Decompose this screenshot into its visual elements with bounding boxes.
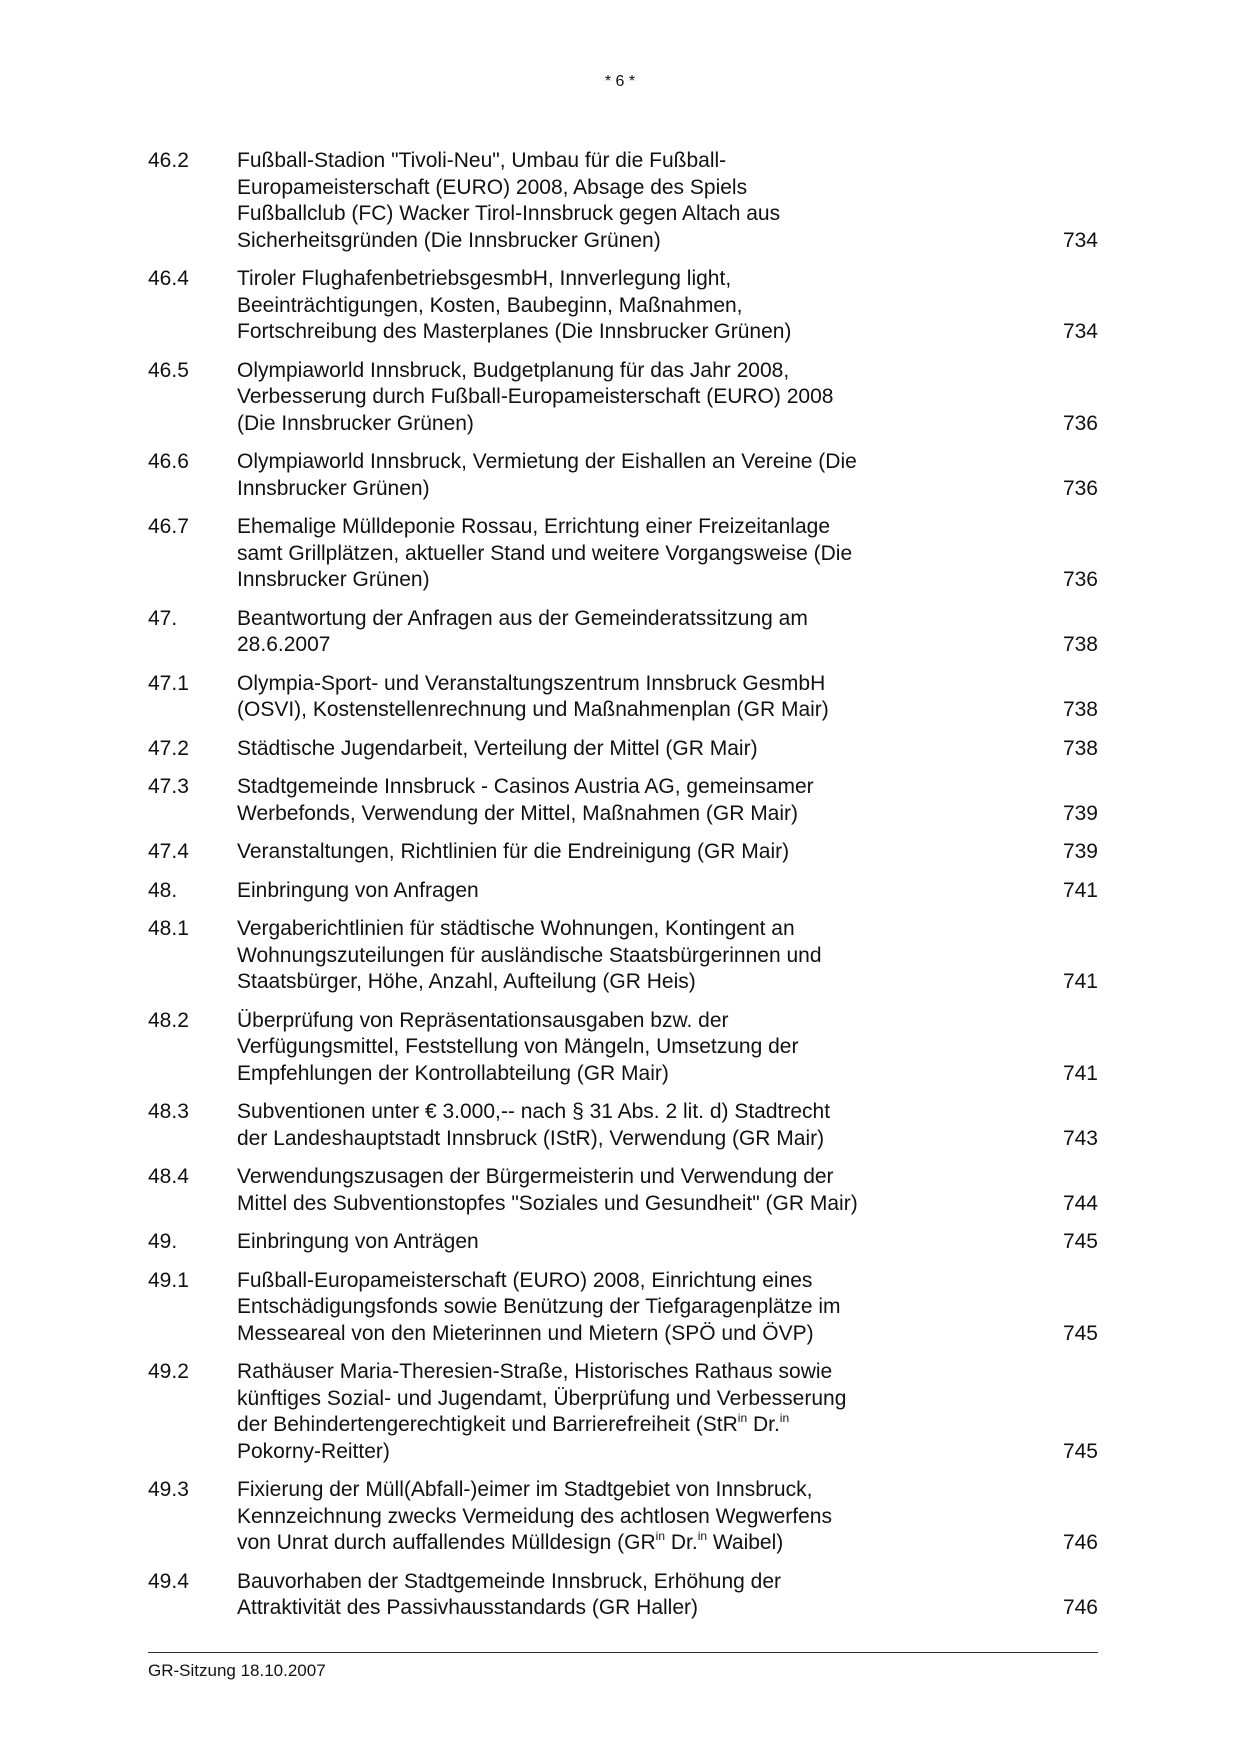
toc-entry-49-4 bbox=[148, 1569, 1098, 1622]
toc-line: Subventionen unter € 3.000,-- nach § 31 Abs. 2 lit. d) Stadtrecht bbox=[237, 1100, 831, 1123]
toc-entry-number: 46.6 bbox=[148, 450, 189, 473]
toc-line: Werbefonds, Verwendung der Mittel, Maßnahmen (GR Mair) bbox=[237, 801, 799, 825]
toc-entry-title bbox=[237, 1229, 937, 1256]
toc-entry-title bbox=[237, 671, 937, 724]
toc-line: samt Grillplätzen, aktueller Stand und weitere Vorgangsweise (Die bbox=[237, 541, 853, 565]
toc-line: Bauvorhaben der Stadtgemeinde Innsbruck, Erhöhung der bbox=[237, 1569, 782, 1593]
toc-entry-title bbox=[237, 1099, 937, 1152]
toc-line: Städtische Jugendarbeit, Verteilung der Mittel (GR Mair) bbox=[237, 736, 758, 760]
toc-line: Fortschreibung des Masterplanes (Die Innsbrucker Grünen) bbox=[237, 320, 792, 343]
toc-entry-number: 49.3 bbox=[148, 1478, 189, 1501]
superscript-in: in bbox=[737, 1411, 748, 1425]
toc-entry-number: 48. bbox=[148, 878, 178, 902]
toc-entry-title bbox=[237, 839, 937, 866]
page-number: * 6 * bbox=[604, 73, 636, 90]
toc-entry-number: 48.2 bbox=[148, 1008, 189, 1032]
toc-entry-47-1 bbox=[148, 671, 1098, 724]
toc-line: Ehemalige Mülldeponie Rossau, Errichtung einer Freizeitanlage bbox=[237, 515, 830, 538]
toc-entry-page: 741 bbox=[1062, 970, 1098, 993]
toc-entry-number: 49. bbox=[148, 1230, 178, 1253]
toc-line: Einbringung von Anträgen bbox=[237, 1230, 479, 1253]
toc-entry-page: 739 bbox=[1062, 840, 1098, 863]
toc-entry-47-3 bbox=[148, 774, 1098, 827]
toc-entry-page: 746 bbox=[1062, 1531, 1098, 1554]
toc-line: Pokorny-Reitter) bbox=[237, 1439, 390, 1463]
toc-entry-page: 738 bbox=[1062, 633, 1098, 656]
toc-entry-title bbox=[237, 514, 937, 594]
toc-entry-46-7 bbox=[148, 514, 1098, 594]
toc-line: Wohnungszuteilungen für ausländische Staatsbürgerinnen und bbox=[237, 943, 822, 967]
toc-entry-number: 47.1 bbox=[148, 671, 189, 695]
toc-line: Verbesserung durch Fußball-Europameisterschaft (EURO) 2008 bbox=[237, 385, 834, 408]
toc-entry-title bbox=[237, 878, 937, 905]
toc-entry-title bbox=[237, 1359, 937, 1465]
toc-line: Vergaberichtlinien für städtische Wohnungen, Kontingent an bbox=[237, 917, 795, 940]
toc-entry-49-1 bbox=[148, 1268, 1098, 1348]
toc-entry-46-5 bbox=[148, 358, 1098, 438]
toc-entry-page: 746 bbox=[1062, 1596, 1098, 1619]
toc-entry-page: 738 bbox=[1062, 698, 1098, 721]
toc-entry-number: 46.7 bbox=[148, 515, 189, 538]
toc-entry-46-6 bbox=[148, 449, 1098, 502]
toc-entry-49-3 bbox=[148, 1477, 1098, 1557]
toc-entry-title bbox=[237, 606, 937, 659]
toc-line: (Die Innsbrucker Grünen) bbox=[237, 411, 474, 435]
toc-line: Stadtgemeinde Innsbruck - Casinos Austria AG, gemeinsamer bbox=[237, 775, 814, 798]
toc-entry-page: 736 bbox=[1062, 476, 1098, 500]
toc-entry-number: 49.4 bbox=[148, 1569, 189, 1593]
toc-line: Fixierung der Müll(Abfall-)eimer im Stadtgebiet von Innsbruck, bbox=[237, 1478, 813, 1501]
toc-line: Innsbrucker Grünen) bbox=[237, 476, 430, 500]
toc-line: Olympia-Sport- und Veranstaltungszentrum Innsbruck GesmbH bbox=[237, 671, 826, 695]
toc-line: Beantwortung der Anfragen aus der Gemeinderatssitzung am bbox=[237, 606, 808, 630]
toc-entry-47-4 bbox=[148, 839, 1098, 866]
toc-entry-48-1 bbox=[148, 916, 1098, 996]
toc-entry-number: 47. bbox=[148, 606, 178, 630]
toc-line: Einbringung von Anfragen bbox=[237, 878, 479, 902]
toc-entry-page: 739 bbox=[1062, 801, 1098, 825]
toc-line: Mittel des Subventionstopfes "Soziales und Gesundheit" (GR Mair) bbox=[237, 1191, 858, 1215]
toc-entry-46-2 bbox=[148, 148, 1098, 254]
footer-session-label: GR-Sitzung 18.10.2007 bbox=[148, 1661, 326, 1680]
toc-line: Attraktivität des Passivhausstandards (GR Haller) bbox=[237, 1596, 699, 1619]
toc-line: Kennzeichnung zwecks Vermeidung des achtlosen Wegwerfens bbox=[237, 1504, 832, 1528]
toc-entry-47 bbox=[148, 606, 1098, 659]
toc-entry-title bbox=[237, 916, 937, 996]
toc-entry-number: 47.2 bbox=[148, 736, 189, 760]
toc-line: Rathäuser Maria-Theresien-Straße, Historisches Rathaus sowie bbox=[237, 1360, 833, 1383]
toc-entry-title bbox=[237, 358, 937, 438]
toc-entry-title bbox=[237, 266, 937, 346]
toc-entry-number: 47.3 bbox=[148, 775, 189, 798]
toc-line: Veranstaltungen, Richtlinien für die Endreinigung (GR Mair) bbox=[237, 840, 790, 863]
toc-line: der Behindertengerechtigkeit und Barrierefreiheit (StR$^{in}$ Dr.$^{in}$ bbox=[237, 1411, 790, 1436]
toc-entry-page: 741 bbox=[1062, 1061, 1098, 1085]
toc-line: Beeinträchtigungen, Kosten, Baubeginn, Maßnahmen, bbox=[237, 293, 743, 317]
toc-line: Staatsbürger, Höhe, Anzahl, Aufteilung (GR Heis) bbox=[237, 970, 696, 993]
toc-line: 28.6.2007 bbox=[237, 633, 331, 656]
toc-line: der Landeshauptstadt Innsbruck (IStR), Verwendung (GR Mair) bbox=[237, 1126, 825, 1150]
toc-line: von Unrat durch auffallendes Mülldesign ($GR^{in}$ Dr.$^{in}$ Waibel) bbox=[237, 1529, 784, 1554]
toc-entry-number: 49.2 bbox=[148, 1360, 189, 1383]
toc-line: Verfügungsmittel, Feststellung von Mängeln, Umsetzung der bbox=[237, 1035, 799, 1058]
toc-line: (OSVI), Kostenstellenrechnung und Maßnahmenplan (GR Mair) bbox=[237, 698, 829, 721]
toc-entry-number: 48.3 bbox=[148, 1100, 189, 1123]
toc-entry-48 bbox=[148, 878, 1098, 905]
toc-entry-title bbox=[237, 148, 937, 254]
toc-line: Überprüfung von Repräsentationsausgaben bzw. der bbox=[237, 1008, 729, 1032]
toc-line: Tiroler FlughafenbetriebsgesmbH, Innverlegung light, bbox=[237, 267, 732, 290]
toc-entry-48-3 bbox=[148, 1099, 1098, 1152]
toc-line: Olympiaworld Innsbruck, Budgetplanung für das Jahr 2008, bbox=[237, 358, 790, 382]
toc-entry-title bbox=[237, 1164, 937, 1217]
toc-line: Europameisterschaft (EURO) 2008, Absage des Spiels bbox=[237, 175, 748, 199]
toc-entry-number: 47.4 bbox=[148, 840, 189, 863]
toc-entry-page: 738 bbox=[1062, 736, 1098, 760]
superscript-in: in bbox=[655, 1529, 666, 1543]
toc-entry-page: 744 bbox=[1062, 1191, 1098, 1215]
toc-entry-title bbox=[237, 449, 937, 502]
toc-entry-title bbox=[237, 736, 937, 763]
toc-entry-page: 734 bbox=[1062, 320, 1098, 343]
table-of-contents bbox=[148, 148, 1098, 1634]
toc-entry-49-2 bbox=[148, 1359, 1098, 1465]
toc-line: Sicherheitsgründen (Die Innsbrucker Grünen) bbox=[237, 228, 661, 252]
toc-entry-page: 734 bbox=[1062, 228, 1098, 252]
toc-entry-title bbox=[237, 1008, 937, 1088]
toc-entry-47-2 bbox=[148, 736, 1098, 763]
toc-line: künftiges Sozial- und Jugendamt, Überprüfung und Verbesserung bbox=[237, 1386, 847, 1410]
toc-entry-number: 48.4 bbox=[148, 1165, 189, 1188]
toc-entry-page: 745 bbox=[1062, 1439, 1098, 1463]
toc-line: Fußball-Europameisterschaft (EURO) 2008, Einrichtung eines bbox=[237, 1268, 813, 1292]
toc-entry-48-2 bbox=[148, 1008, 1098, 1088]
toc-entry-page: 745 bbox=[1062, 1230, 1098, 1253]
toc-entry-title bbox=[237, 774, 937, 827]
toc-entry-title bbox=[237, 1569, 937, 1622]
toc-entry-page: 736 bbox=[1062, 411, 1098, 435]
toc-entry-page: 745 bbox=[1062, 1321, 1098, 1345]
toc-entry-number: 48.1 bbox=[148, 917, 189, 940]
toc-line: Empfehlungen der Kontrollabteilung (GR Mair) bbox=[237, 1061, 669, 1085]
toc-entry-page: 743 bbox=[1062, 1126, 1098, 1150]
toc-line: Entschädigungsfonds sowie Benützung der Tiefgaragenplätze im bbox=[237, 1295, 841, 1318]
toc-entry-number: 46.2 bbox=[148, 149, 189, 172]
toc-entry-number: 46.5 bbox=[148, 358, 189, 382]
toc-entry-46-4 bbox=[148, 266, 1098, 346]
toc-entry-page: 741 bbox=[1062, 878, 1098, 902]
toc-entry-number: 49.1 bbox=[148, 1268, 189, 1292]
toc-entry-title bbox=[237, 1477, 937, 1557]
toc-line: Verwendungszusagen der Bürgermeisterin und Verwendung der bbox=[237, 1165, 834, 1188]
toc-line: Fußball-Stadion "Tivoli-Neu", Umbau für die Fußball- bbox=[237, 149, 727, 172]
toc-line: Fußballclub (FC) Wacker Tirol-Innsbruck gegen Altach aus bbox=[237, 202, 781, 225]
toc-entry-title bbox=[237, 1268, 937, 1348]
toc-line: Olympiaworld Innsbruck, Vermietung der Eishallen an Vereine (Die bbox=[237, 450, 857, 473]
toc-line: Innsbrucker Grünen) bbox=[237, 568, 430, 591]
toc-entry-number: 46.4 bbox=[148, 267, 189, 290]
toc-entry-48-4 bbox=[148, 1164, 1098, 1217]
toc-line: Messeareal von den Mieterinnen und Mietern (SPÖ und ÖVP) bbox=[237, 1321, 814, 1345]
toc-entry-49 bbox=[148, 1229, 1098, 1256]
footer-divider bbox=[148, 1652, 1098, 1653]
superscript-in: in bbox=[779, 1411, 790, 1425]
superscript-in: in bbox=[697, 1529, 708, 1543]
toc-entry-page: 736 bbox=[1062, 568, 1098, 591]
